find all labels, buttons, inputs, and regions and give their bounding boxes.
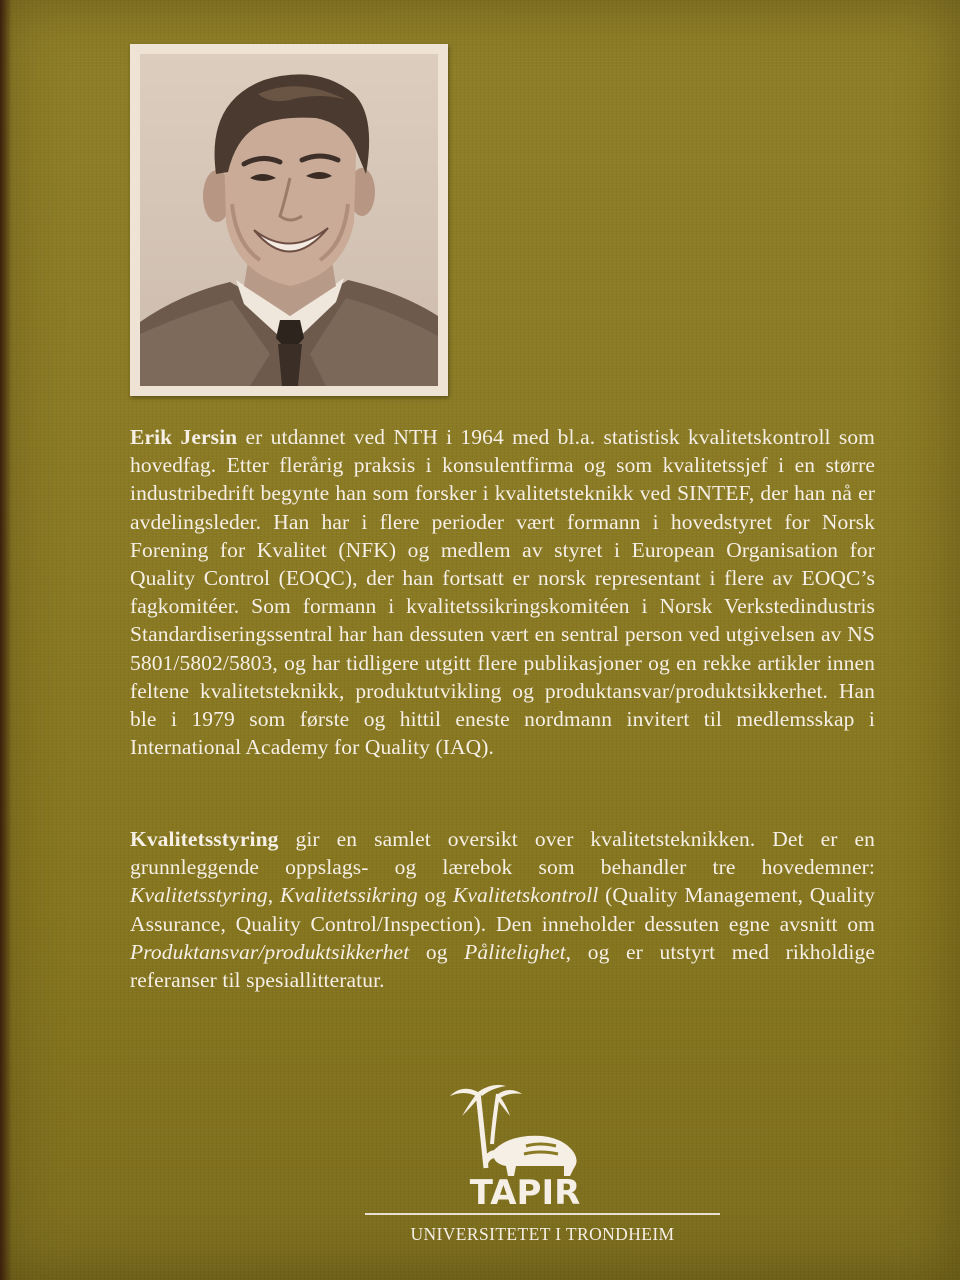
author-portrait-icon bbox=[140, 54, 438, 386]
author-photo-frame bbox=[130, 44, 448, 396]
desc-text-3: , og er utstyrt med rikholdige referanser til spesiallitteratur. bbox=[130, 939, 875, 993]
divider-line bbox=[365, 1213, 720, 1215]
bio-text: er utdannet ved NTH i 1964 med bl.a. statistisk kvalitetskontroll som hovedfag. Etter flerårig praksis i konsulentfirma og som kvalitetssjef i en større industribedrift begynte han som forsker i kvalitetsteknikk ved SINTEF, der han nå er avdelingsleder. Han har i flere perioder vært formann i hovedstyret for Norsk Forening for Kvalitet (NFK) og medlem av styret i European Organisation for Quality Control (EOQC), der han fortsatt er norsk representant i flere av EOQC’s fagkomitéer. Som formann i kvalitetssikringskomitéen i Norsk Verkstedindustris Standardiseringssentral har han dessuten vært en sentral person ved utgivelsen av NS 5801/5802/5803, og har tidligere utgitt flere publikasjoner og en rekke artikler innen feltene kvalitetsteknikk, produktutvikling og produktansvar/produktsikkerhet. Han ble i 1979 som første og hittil eneste nordmann invitert til medlemsskap i International Academy for Quality (IAQ). bbox=[130, 425, 876, 760]
spine-shadow bbox=[0, 0, 12, 1280]
palm-tree-tapir-icon bbox=[440, 1080, 610, 1210]
topic-kvalitetskontroll: Kvalitetskontroll bbox=[452, 883, 599, 908]
author-bio bbox=[130, 423, 875, 761]
desc-sep-1: , bbox=[267, 883, 280, 908]
author-photo bbox=[140, 54, 438, 386]
book-title: Kvalitetsstyring bbox=[130, 827, 279, 851]
topic-kvalitetsstyring: Kvalitetsstyring bbox=[130, 883, 268, 908]
tapir-wordmark: TAPIR bbox=[469, 1173, 581, 1210]
desc-text-2: (Quality Management, Quality Assurance, Quality Control/Inspection). Den inneholder dessuten egne avsnitt om bbox=[130, 883, 875, 936]
topic-palitelighet: Pålitelighet bbox=[464, 939, 566, 964]
desc-sep-2: og bbox=[417, 883, 453, 908]
topic-produktansvar: Produktansvar/produktsikkerhet bbox=[130, 939, 410, 964]
university-name: UNIVERSITETET I TRONDHEIM bbox=[410, 1224, 675, 1244]
book-description bbox=[130, 825, 875, 994]
desc-sep-3: og bbox=[409, 939, 465, 964]
topic-kvalitetssikring: Kvalitetssikring bbox=[280, 883, 418, 908]
tapir-logo bbox=[440, 1080, 610, 1210]
author-name: Erik Jersin bbox=[130, 425, 238, 449]
desc-text-1: gir en samlet oversikt over kvalitetsteknikken. Det er en grunnleggende oppslags- og lærebok som behandler tre hovedemner: bbox=[130, 827, 875, 880]
